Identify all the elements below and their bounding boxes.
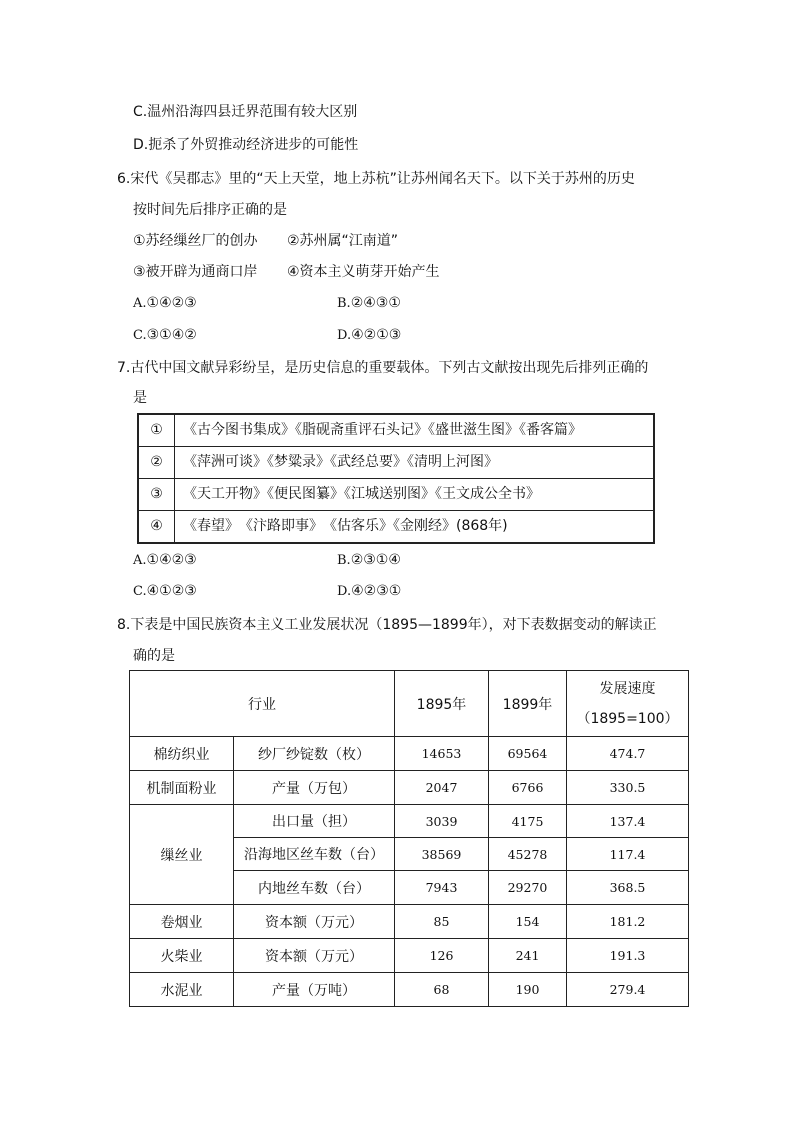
q7-document-list xyxy=(137,413,655,544)
q7-option-b: B.②③①④ xyxy=(337,552,401,568)
cell-1899: 154 xyxy=(489,905,567,939)
cell-speed: 330.5 xyxy=(567,771,689,805)
q7-list-row xyxy=(139,447,653,479)
cell-1899: 45278 xyxy=(489,838,567,871)
table-row xyxy=(130,771,689,805)
cell-industry: 棉纺织业 xyxy=(130,737,234,771)
cell-1899: 6766 xyxy=(489,771,567,805)
header-speed-base: （1895=100） xyxy=(576,710,679,727)
q7-option-d: D.④②③① xyxy=(337,583,402,599)
q7-row-text: 《天工开物》《便民图纂》《江城送别图》《王文成公全书》 xyxy=(183,486,540,502)
cell-indicator: 纱厂纱锭数（枚） xyxy=(234,737,395,771)
q5-option-c: C.温州沿海四县迁界范围有较大区别 xyxy=(133,104,358,120)
cell-1899: 190 xyxy=(489,973,567,1007)
cell-speed: 181.2 xyxy=(567,905,689,939)
header-1899: 1899年 xyxy=(489,671,567,737)
cell-indicator: 产量（万吨） xyxy=(234,973,395,1007)
cell-indicator: 出口量（担） xyxy=(234,805,395,838)
cell-industry: 火柴业 xyxy=(130,939,234,973)
q7-option-a: A.①④②③ xyxy=(133,552,197,568)
q8-stem-line2: 确的是 xyxy=(133,648,175,664)
cell-speed: 474.7 xyxy=(567,737,689,771)
cell-1899: 241 xyxy=(489,939,567,973)
q7-row-text: 《萍洲可谈》《梦粱录》《武经总要》《清明上河图》 xyxy=(183,454,498,470)
q6-option-b: B.②④③① xyxy=(337,295,401,311)
q8-stem-line1: 8.下表是中国民族资本主义工业发展状况（1895—1899年），对下表数据变动的解读正 xyxy=(117,617,657,633)
q6-option-a: A.①④②③ xyxy=(133,295,197,311)
cell-indicator: 资本额（万元） xyxy=(234,939,395,973)
q7-row-number: ② xyxy=(139,447,175,478)
q7-row-text: 《春望》 《汴路即事》 《估客乐》《金刚经》(868年) xyxy=(183,518,508,534)
q5-option-d: D.扼杀了外贸推动经济进步的可能性 xyxy=(133,137,359,153)
q7-stem-line2: 是 xyxy=(133,390,147,406)
q6-stem-line2: 按时间先后排序正确的是 xyxy=(133,202,287,218)
q7-list-row xyxy=(139,511,653,543)
cell-industry: 水泥业 xyxy=(130,973,234,1007)
table-row xyxy=(130,805,689,838)
q6-item-3: ③被开辟为通商口岸 xyxy=(133,264,258,280)
header-speed xyxy=(567,671,689,737)
cell-speed: 137.4 xyxy=(567,805,689,838)
cell-speed: 368.5 xyxy=(567,871,689,905)
q7-row-number: ④ xyxy=(139,511,175,543)
cell-1895: 126 xyxy=(395,939,489,973)
cell-1899: 69564 xyxy=(489,737,567,771)
header-1895: 1895年 xyxy=(395,671,489,737)
q7-option-c: C.④①②③ xyxy=(133,583,197,599)
cell-indicator: 内地丝车数（台） xyxy=(234,871,395,905)
q7-list-row xyxy=(139,415,653,447)
cell-indicator: 资本额（万元） xyxy=(234,905,395,939)
q6-option-c: C.③①④② xyxy=(133,327,197,343)
q6-item-2: ②苏州属“江南道” xyxy=(287,233,399,249)
cell-industry: 缫丝业 xyxy=(130,805,234,905)
cell-speed: 191.3 xyxy=(567,939,689,973)
q7-stem-line1: 7.古代中国文献异彩纷呈，是历史信息的重要载体。下列古文献按出现先后排列正确的 xyxy=(117,360,649,376)
cell-1899: 29270 xyxy=(489,871,567,905)
cell-industry: 机制面粉业 xyxy=(130,771,234,805)
cell-1895: 38569 xyxy=(395,838,489,871)
cell-speed: 279.4 xyxy=(567,973,689,1007)
cell-1895: 85 xyxy=(395,905,489,939)
table-row xyxy=(130,939,689,973)
q7-list-row xyxy=(139,479,653,511)
q6-item-1: ①苏经缫丝厂的创办 xyxy=(133,233,258,249)
cell-1899: 4175 xyxy=(489,805,567,838)
industry-development-table xyxy=(129,670,689,1007)
header-industry: 行业 xyxy=(130,671,395,737)
q6-item-4: ④资本主义萌芽开始产生 xyxy=(287,264,440,280)
cell-1895: 14653 xyxy=(395,737,489,771)
q7-row-text: 《古今图书集成》《脂砚斋重评石头记》《盛世滋生图》《番客篇》 xyxy=(183,422,582,438)
q7-row-number: ① xyxy=(139,415,175,446)
cell-1895: 7943 xyxy=(395,871,489,905)
q6-option-d: D.④②①③ xyxy=(337,327,402,343)
cell-industry: 卷烟业 xyxy=(130,905,234,939)
table-row xyxy=(130,905,689,939)
cell-1895: 2047 xyxy=(395,771,489,805)
table-header-row xyxy=(130,671,689,737)
header-speed-label: 发展速度 xyxy=(599,680,656,697)
cell-indicator: 产量（万包） xyxy=(234,771,395,805)
q7-row-number: ③ xyxy=(139,479,175,510)
cell-indicator: 沿海地区丝车数（台） xyxy=(234,838,395,871)
cell-1895: 68 xyxy=(395,973,489,1007)
table-row xyxy=(130,737,689,771)
cell-speed: 117.4 xyxy=(567,838,689,871)
cell-1895: 3039 xyxy=(395,805,489,838)
q6-stem-line1: 6.宋代《吴郡志》里的“天上天堂，地上苏杭”让苏州闻名天下。以下关于苏州的历史 xyxy=(117,171,635,187)
table-row xyxy=(130,973,689,1007)
